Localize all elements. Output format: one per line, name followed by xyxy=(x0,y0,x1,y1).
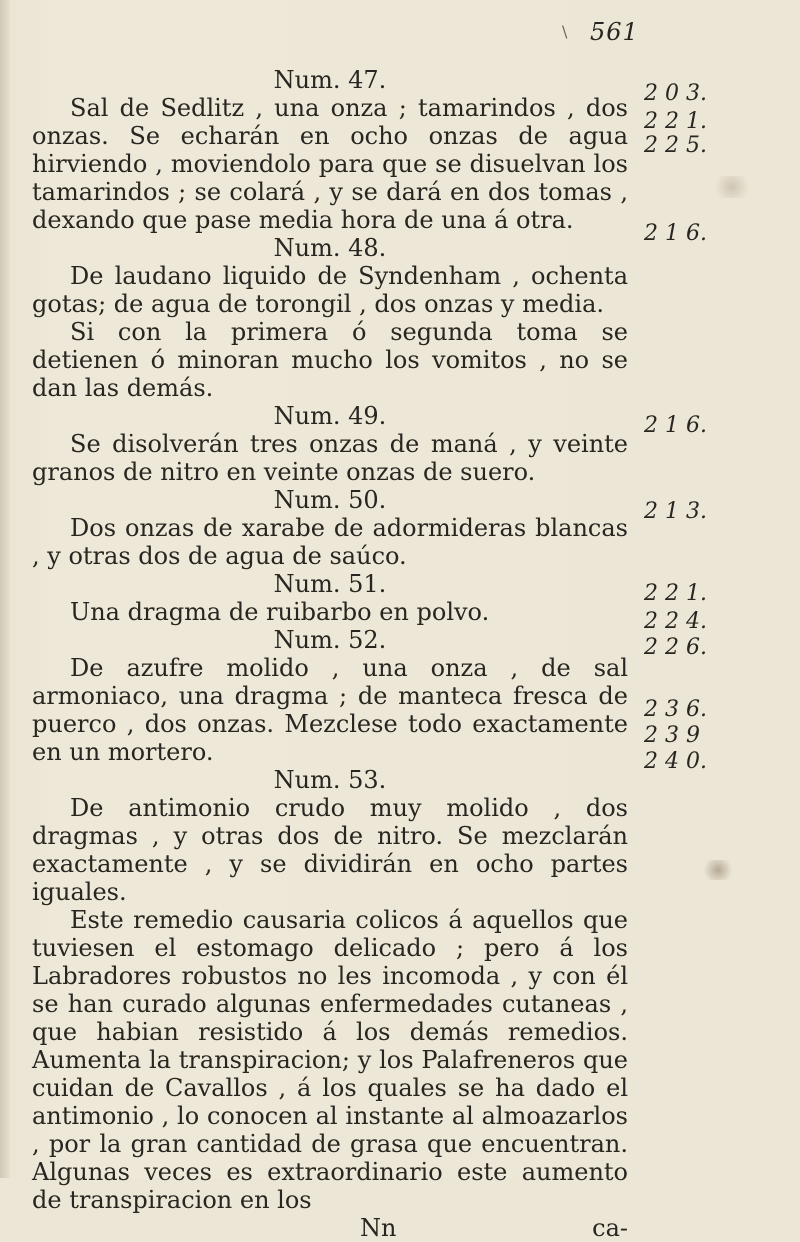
handwritten-margin-note: 2 1 6. xyxy=(644,413,707,438)
section-heading: Num. 49. xyxy=(273,402,387,430)
page-gutter xyxy=(0,0,10,1178)
handwritten-margin-note: 2 2 1. xyxy=(644,109,707,134)
handwritten-margin-note: 2 2 4. xyxy=(644,609,707,634)
catchword: ca- xyxy=(592,1214,628,1242)
paragraph: Sal de Sedlitz , una onza ; tamarindos , dos onzas. Se echarán en ocho onzas de agua hirviendo , moviendolo para que se disuelvan los tamarindos ; se colará , y se dará en dos tomas , dexando que pase media hora de una á otra. xyxy=(32,94,628,234)
handwritten-margin-note: 2 1 3. xyxy=(644,499,707,524)
paragraph: Este remedio causaria colicos á aquellos que tuviesen el estomago delicado ; pero á los Labradores robustos no les incomoda , y con él se han curado algunas enfermedades cutaneas , que habian resistido á los demás remedios. Aumenta la transpiracion; y los Palafreneros que cuidan de Cavallos , á los quales se ha dado el antimonio , lo conocen al instante al almoazarlos , por la gran cantidad de grasa que encuentran. Algunas veces es extraordinario este aumento de transpiracion en los xyxy=(32,906,628,1214)
paragraph: De laudano liquido de Syndenham , ochenta gotas; de agua de torongil , dos onzas y media. xyxy=(32,262,628,318)
signature-mark: Nn xyxy=(360,1214,397,1242)
section-heading: Num. 50. xyxy=(273,486,387,514)
handwritten-margin-note: 2 2 5. xyxy=(644,133,707,158)
paragraph: Dos onzas de xarabe de adormideras blancas , y otras dos de agua de saúco. xyxy=(32,514,628,570)
ink-blot xyxy=(700,860,736,880)
paragraph: Se disolverán tres onzas de maná , y veinte granos de nitro en veinte onzas de suero. xyxy=(32,430,628,486)
page-number: 561 xyxy=(590,18,639,46)
handwritten-margin-note: 2 3 9 xyxy=(644,723,700,748)
section-heading: Num. 47. xyxy=(273,66,387,94)
body-text xyxy=(32,66,628,1242)
paragraph: De azufre molido , una onza , de sal armoniaco, una dragma ; de manteca fresca de puerco , dos onzas. Mezclese todo exactamente en un mortero. xyxy=(32,654,628,766)
paragraph: De antimonio crudo muy molido , dos dragmas , y otras dos de nitro. Se mezclarán exactamente , y se dividirán en ocho partes iguales. xyxy=(32,794,628,906)
paragraph: Una dragma de ruibarbo en polvo. xyxy=(70,598,490,626)
page-footer xyxy=(32,1214,628,1242)
pencil-mark: \ xyxy=(562,22,568,41)
ink-blot xyxy=(710,176,754,198)
section-heading: Num. 53. xyxy=(273,766,387,794)
section-heading: Num. 52. xyxy=(273,626,387,654)
section-heading: Num. 51. xyxy=(273,570,387,598)
handwritten-margin-note: 2 0 3. xyxy=(644,81,707,106)
handwritten-margin-note: 2 2 6. xyxy=(644,635,707,660)
handwritten-margin-note: 2 1 6. xyxy=(644,221,707,246)
handwritten-margin-note: 2 4 0. xyxy=(644,749,707,774)
handwritten-margin-note: 2 2 1. xyxy=(644,581,707,606)
handwritten-margin-note: 2 3 6. xyxy=(644,697,707,722)
section-heading: Num. 48. xyxy=(273,234,387,262)
paragraph: Si con la primera ó segunda toma se detienen ó minoran mucho los vomitos , no se dan las demás. xyxy=(32,318,628,402)
